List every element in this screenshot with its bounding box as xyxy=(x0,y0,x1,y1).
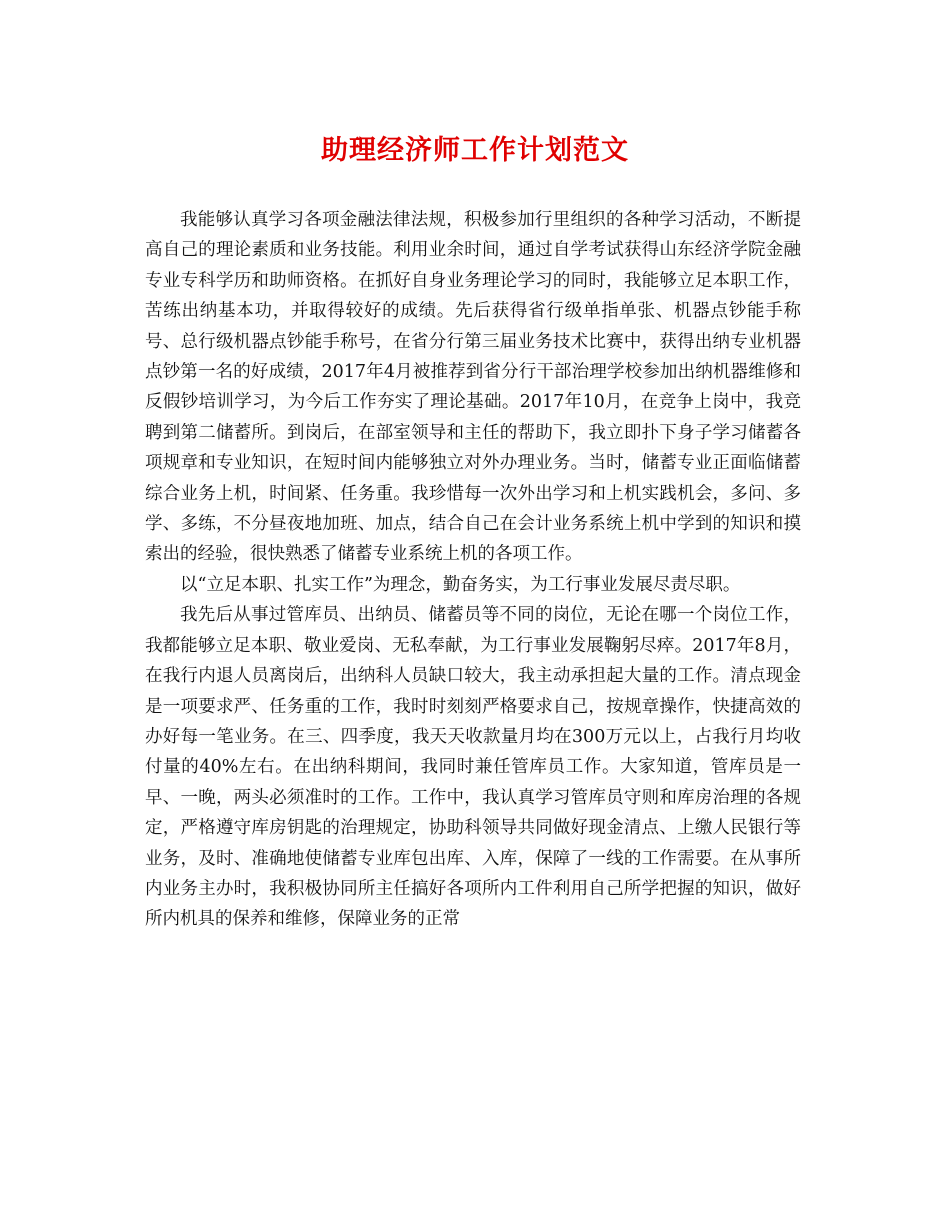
paragraph: 我能够认真学习各项金融法律法规，积极参加行里组织的各种学习活动，不断提高自己的理论素质和业务技能。利用业余时间，通过自学考试获得山东经济学院金融专业专科学历和助师资格。在抓好自身业务理论学习的同时，我能够立足本职工作，苦练出纳基本功，并取得较好的成绩。先后获得省行级单指单张、机器点钞能手称号、总行级机器点钞能手称号，在省分行第三届业务技术比赛中，获得出纳专业机器点钞第一名的好成绩，2017年4月被推荐到省分行干部治理学校参加出纳机器维修和反假钞培训学习，为今后工作夯实了理论基础。2017年10月，在竞争上岗中，我竞聘到第二储蓄所。到岗后，在部室领导和主任的帮助下，我立即扑下身子学习储蓄各项规章和专业知识，在短时间内能够独立对外办理业务。当时，储蓄专业正面临储蓄综合业务上机，时间紧、任务重。我珍惜每一次外出学习和上机实践机会，多问、多学、多练，不分昼夜地加班、加点，结合自己在会计业务系统上机中学到的知识和摸索出的经验，很快熟悉了储蓄专业系统上机的各项工作。 xyxy=(145,210,801,565)
document-title: 助理经济师工作计划范文 xyxy=(321,135,629,166)
paragraph: 以“立足本职、扎实工作”为理念，勤奋务实，为工行事业发展尽责尽职。 xyxy=(180,574,741,595)
document-body xyxy=(145,205,801,935)
paragraph: 我先后从事过管库员、出纳员、储蓄员等不同的岗位，无论在哪一个岗位工作，我都能够立足本职、敬业爱岗、无私奉献，为工行事业发展鞠躬尽瘁。2017年8月，在我行内退人员离岗后，出纳科人员缺口较大，我主动承担起大量的工作。清点现金是一项要求严、任务重的工作，我时时刻刻严格要求自己，按规章操作，快捷高效的办好每一笔业务。在三、四季度，我天天收款量月均在300万元以上，占我行月均收付量的40%左右。在出纳科期间，我同时兼任管库员工作。大家知道，管库员是一早、一晚，两头必须准时的工作。工作中，我认真学习管库员守则和库房治理的各规定，严格遵守库房钥匙的治理规定，协助科领导共同做好现金清点、上缴人民银行等业务，及时、准确地使储蓄专业库包出库、入库，保障了一线的工作需要。在从事所内业务主办时，我积极协同所主任搞好各项所内工件利用自己所学把握的知识，做好所内机具的保养和维修，保障业务的正常 xyxy=(145,605,801,930)
